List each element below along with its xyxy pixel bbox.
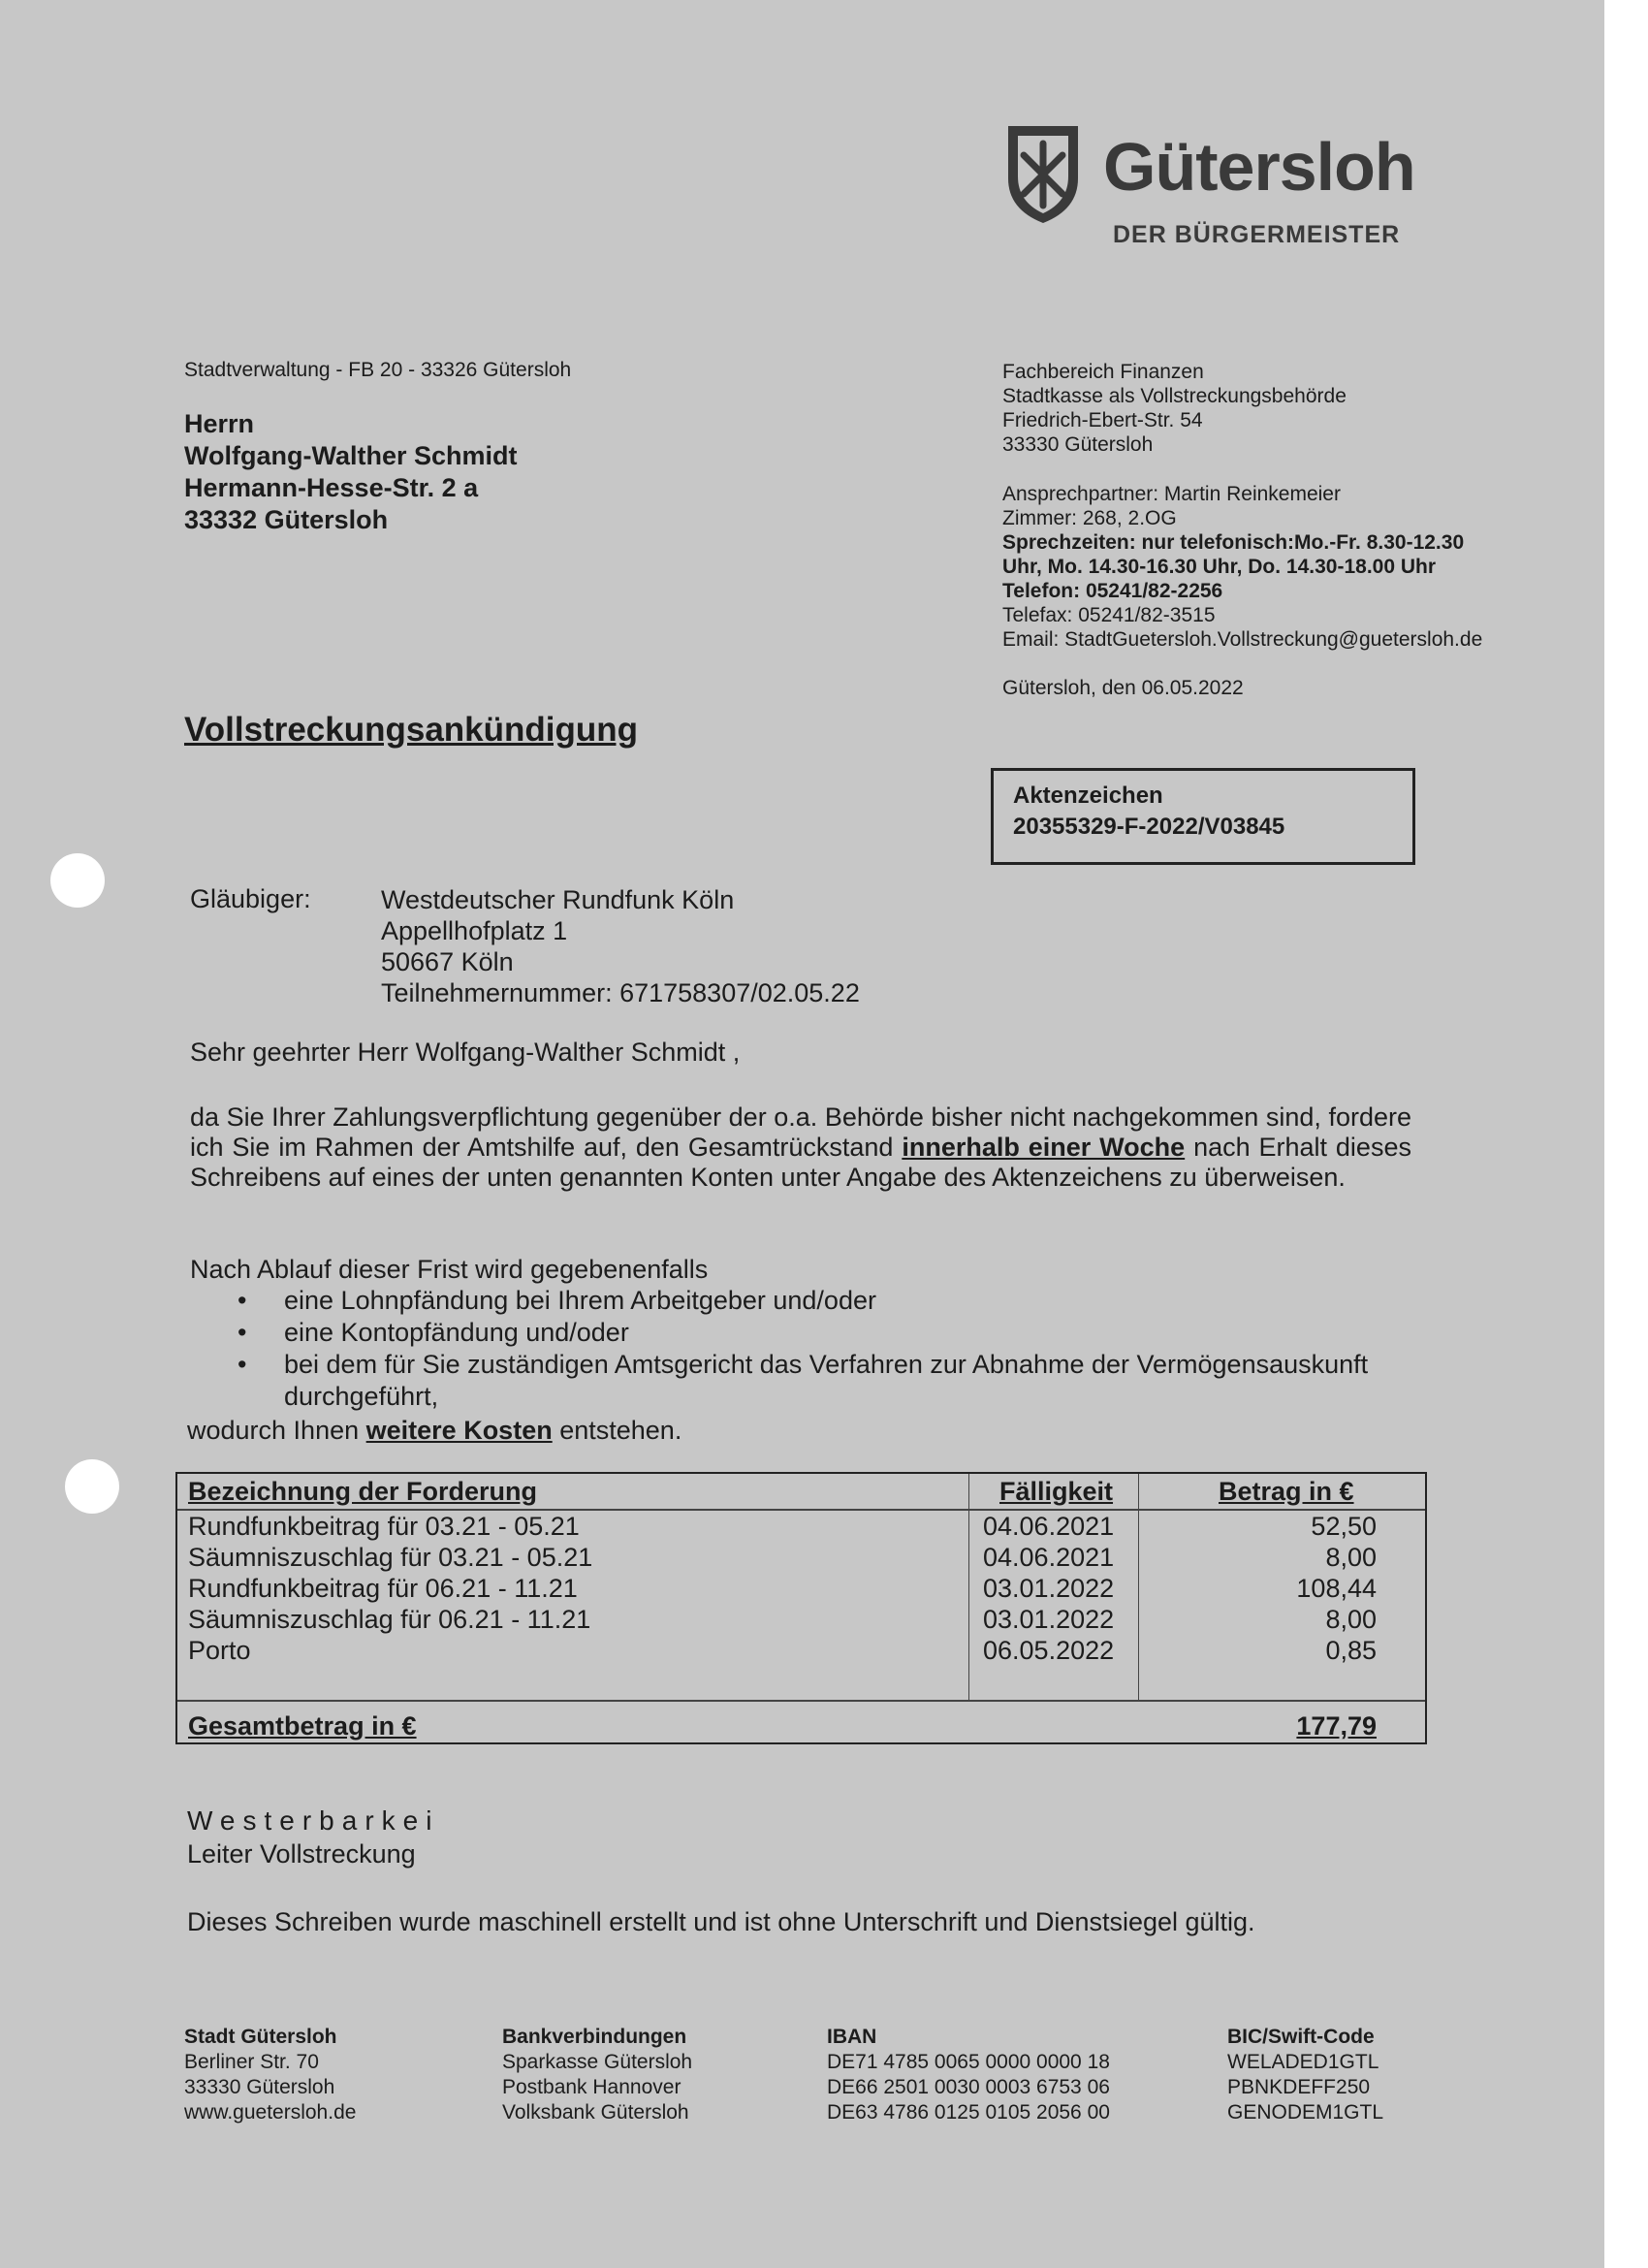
sender-return-address: Stadtverwaltung - FB 20 - 33326 Gütersloh [184, 359, 572, 381]
consequences-list [238, 1285, 1430, 1413]
punch-hole [50, 853, 105, 908]
footer-line: Sparkasse Gütersloh [502, 2051, 693, 2073]
footer-line: 33330 Gütersloh [184, 2076, 335, 2098]
consequences-intro: Nach Ablauf dieser Frist wird gegebenenfalls [190, 1255, 709, 1284]
table-row-due-date: 04.06.2021 [983, 1512, 1115, 1541]
table-row-description: Rundfunkbeitrag für 03.21 - 05.21 [188, 1512, 580, 1541]
table-row-due-date: 03.01.2022 [983, 1574, 1115, 1603]
footer-line: DE71 4785 0065 0000 0000 18 [827, 2051, 1110, 2073]
office-hours-2: Uhr, Mo. 14.30-16.30 Uhr, Do. 14.30-18.00 Uhr [1002, 556, 1437, 578]
footer-banks [502, 2025, 692, 2125]
footer-line: Volksbank Gütersloh [502, 2101, 689, 2124]
table-divider [968, 1474, 969, 1700]
column-header-due-date: Fälligkeit [999, 1477, 1114, 1506]
office-street: Friedrich-Ebert-Str. 54 [1002, 409, 1203, 431]
signature-name: Westerbarkei [187, 1805, 440, 1836]
footer-line: WELADED1GTL [1227, 2051, 1379, 2073]
footer-bic [1227, 2025, 1383, 2125]
column-header-amount: Betrag in € [1219, 1477, 1354, 1506]
office-unit: Stadtkasse als Vollstreckungsbehörde [1002, 385, 1347, 407]
footer-line: DE66 2501 0030 0003 6753 06 [827, 2076, 1110, 2098]
costs-emphasis: weitere Kosten [365, 1416, 553, 1445]
body-text: entstehen. [559, 1416, 682, 1445]
body-text: nach Erhalt dieses Schreibens auf eines der unten genannten Konten unter Angabe des Aktenzeichens zu überweisen. [190, 1133, 1411, 1192]
claims-table [175, 1472, 1427, 1744]
list-item: • eine Kontopfändung und/oder [238, 1317, 1430, 1349]
creditor-name: Westdeutscher Rundfunk Köln [381, 885, 735, 914]
table-row-due-date: 04.06.2021 [983, 1543, 1115, 1572]
list-item: • eine Lohnpfändung bei Ihrem Arbeitgeber und/oder [238, 1285, 1430, 1317]
table-row-due-date: 03.01.2022 [983, 1605, 1115, 1634]
total-value: 177,79 [1296, 1711, 1377, 1741]
office-city: 33330 Gütersloh [1002, 433, 1154, 456]
table-row-due-date: 06.05.2022 [983, 1636, 1115, 1665]
recipient-name: Wolfgang-Walther Schmidt [184, 441, 518, 470]
footer-line: PBNKDEFF250 [1227, 2076, 1371, 2098]
table-row-description: Säumniszuschlag für 06.21 - 11.21 [188, 1605, 591, 1634]
city-coat-of-arms-icon [1004, 120, 1082, 227]
footer-heading: BIC/Swift-Code [1227, 2026, 1375, 2048]
footer-iban [827, 2025, 1110, 2125]
table-row-description: Porto [188, 1636, 251, 1665]
footer-heading: Bankverbindungen [502, 2026, 687, 2048]
table-row-amount: 8,00 [1325, 1605, 1377, 1634]
footer-line: GENODEM1GTL [1227, 2101, 1384, 2124]
table-row-description: Rundfunkbeitrag für 06.21 - 11.21 [188, 1574, 578, 1603]
file-reference-label: Aktenzeichen [1013, 783, 1163, 809]
letter-title: Vollstreckungsankündigung [184, 711, 639, 749]
recipient-salutation: Herrn [184, 409, 255, 438]
table-row-description: Säumniszuschlag für 03.21 - 05.21 [188, 1543, 593, 1572]
greeting: Sehr geehrter Herr Wolfgang-Walther Schmidt , [190, 1038, 741, 1067]
footer-website: www.guetersloh.de [184, 2101, 357, 2124]
table-row-amount: 52,50 [1311, 1512, 1377, 1541]
file-reference-value: 20355329-F-2022/V03845 [1013, 814, 1285, 840]
office-info-block [1002, 360, 1482, 700]
deadline-emphasis: innerhalb einer Woche [902, 1133, 1186, 1162]
creditor-label: Gläubiger: [190, 884, 311, 913]
office-contact: Ansprechpartner: Martin Reinkemeier [1002, 483, 1341, 505]
punch-hole [65, 1459, 119, 1514]
footer-line: Berliner Str. 70 [184, 2051, 319, 2073]
body-text: da Sie Ihrer Zahlungsverpflichtung gegenüber der o.a. Behörde bisher nicht nachgekommen sind, fordere ich Sie im Rahmen der Amtshilfe auf, den Gesamtrückstand [190, 1102, 1411, 1162]
letter-date: Gütersloh, den 06.05.2022 [1002, 677, 1244, 699]
column-header-description: Bezeichnung der Forderung [188, 1477, 538, 1506]
office-fax: Telefax: 05241/82-3515 [1002, 604, 1216, 626]
table-row-amount: 108,44 [1296, 1574, 1377, 1603]
footer-line: Postbank Hannover [502, 2076, 681, 2098]
creditor-address [381, 884, 860, 1008]
footer-line: DE63 4786 0125 0105 2056 00 [827, 2101, 1110, 2124]
office-email: Email: StadtGuetersloh.Vollstreckung@guetersloh.de [1002, 628, 1483, 651]
office-phone: Telefon: 05241/82-2256 [1002, 580, 1223, 602]
creditor-participant-number: Teilnehmernummer: 671758307/02.05.22 [381, 978, 860, 1007]
footer-heading: Stadt Gütersloh [184, 2026, 337, 2048]
recipient-street: Hermann-Hesse-Str. 2 a [184, 473, 479, 502]
signature-role: Leiter Vollstreckung [187, 1839, 416, 1869]
table-divider [1138, 1474, 1139, 1700]
table-row-amount: 0,85 [1325, 1636, 1377, 1665]
table-row-amount: 8,00 [1325, 1543, 1377, 1572]
office-room: Zimmer: 268, 2.OG [1002, 507, 1177, 529]
logo-subtitle: DER BÜRGERMEISTER [1113, 221, 1401, 248]
creditor-street: Appellhofplatz 1 [381, 916, 568, 945]
recipient-city: 33332 Gütersloh [184, 505, 389, 534]
body-paragraph [190, 1102, 1411, 1193]
office-dept: Fachbereich Finanzen [1002, 361, 1204, 383]
consequences-end [187, 1416, 681, 1446]
footer-heading: IBAN [827, 2026, 877, 2048]
list-item: • bei dem für Sie zuständigen Amtsgericht das Verfahren zur Abnahme der Vermögensauskunft durchgeführt, [238, 1349, 1430, 1413]
file-reference-box [991, 768, 1415, 865]
office-hours-1: Sprechzeiten: nur telefonisch:Mo.-Fr. 8.30-12.30 [1002, 531, 1465, 554]
footer-city-info [184, 2025, 356, 2125]
machine-generated-note: Dieses Schreiben wurde maschinell erstellt und ist ohne Unterschrift und Dienstsiegel gültig. [187, 1907, 1255, 1936]
creditor-city: 50667 Köln [381, 947, 514, 976]
table-divider [177, 1700, 1425, 1702]
recipient-address [184, 408, 518, 536]
body-text: wodurch Ihnen [187, 1416, 360, 1445]
total-label: Gesamtbetrag in € [188, 1711, 417, 1741]
logo-name: Gütersloh [1103, 129, 1415, 205]
